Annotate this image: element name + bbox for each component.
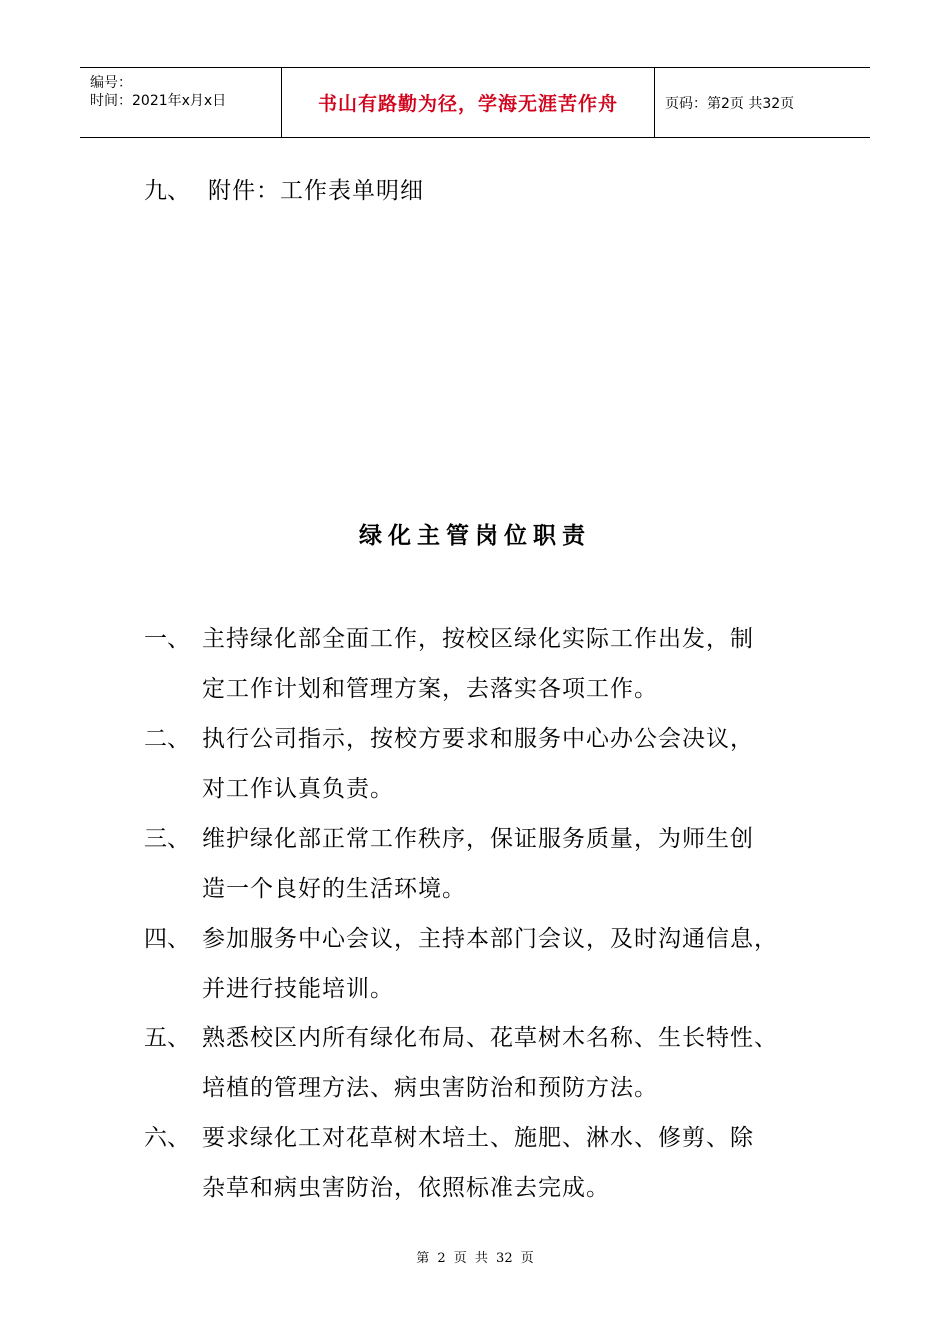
item-number: 六、 bbox=[144, 1125, 190, 1151]
item-line: 造一个良好的生活环境。 bbox=[202, 876, 466, 902]
item-line: 参加服务中心会议，主持本部门会议，及时沟通信息， bbox=[202, 926, 778, 952]
item-line: 熟悉校区内所有绿化布局、花草树木名称、生长特性、 bbox=[202, 1025, 778, 1051]
header-motto-cell bbox=[282, 68, 655, 137]
section-title: 绿化主管岗位职责 bbox=[359, 523, 591, 549]
attachment-number: 九、 bbox=[144, 178, 190, 204]
page-header bbox=[80, 67, 870, 138]
document-number-label: 编号： bbox=[90, 75, 132, 91]
item-line: 要求绿化工对花草树木培土、施肥、淋水、修剪、除 bbox=[202, 1125, 754, 1151]
motto-text: 书山有路勤为径，学海无涯苦作舟 bbox=[317, 93, 618, 115]
item-number: 四、 bbox=[144, 926, 190, 952]
attachment-text: 附件：工作表单明细 bbox=[208, 178, 424, 204]
item-line: 杂草和病虫害防治，依照标准去完成。 bbox=[202, 1175, 610, 1201]
item-number: 一、 bbox=[144, 626, 190, 652]
item-line: 执行公司指示，按校方要求和服务中心办公会决议， bbox=[202, 726, 754, 752]
page-footer: 第 2 页 共 32 页 bbox=[416, 1251, 534, 1266]
item-number: 二、 bbox=[144, 726, 190, 752]
header-meta-cell bbox=[80, 68, 282, 137]
item-line: 并进行技能培训。 bbox=[202, 976, 394, 1002]
item-number: 三、 bbox=[144, 826, 190, 852]
item-line: 定工作计划和管理方案，去落实各项工作。 bbox=[202, 676, 658, 702]
header-page-cell bbox=[655, 68, 870, 137]
item-line: 主持绿化部全面工作，按校区绿化实际工作出发，制 bbox=[202, 626, 754, 652]
item-number: 五、 bbox=[144, 1025, 190, 1051]
item-line: 培植的管理方法、病虫害防治和预防方法。 bbox=[202, 1075, 658, 1101]
header-page-info: 页码：第2页 共32页 bbox=[665, 95, 795, 112]
document-date: 时间：2021年x月x日 bbox=[90, 93, 227, 109]
item-line: 维护绿化部正常工作秩序，保证服务质量，为师生创 bbox=[202, 826, 754, 852]
item-line: 对工作认真负责。 bbox=[202, 776, 394, 802]
